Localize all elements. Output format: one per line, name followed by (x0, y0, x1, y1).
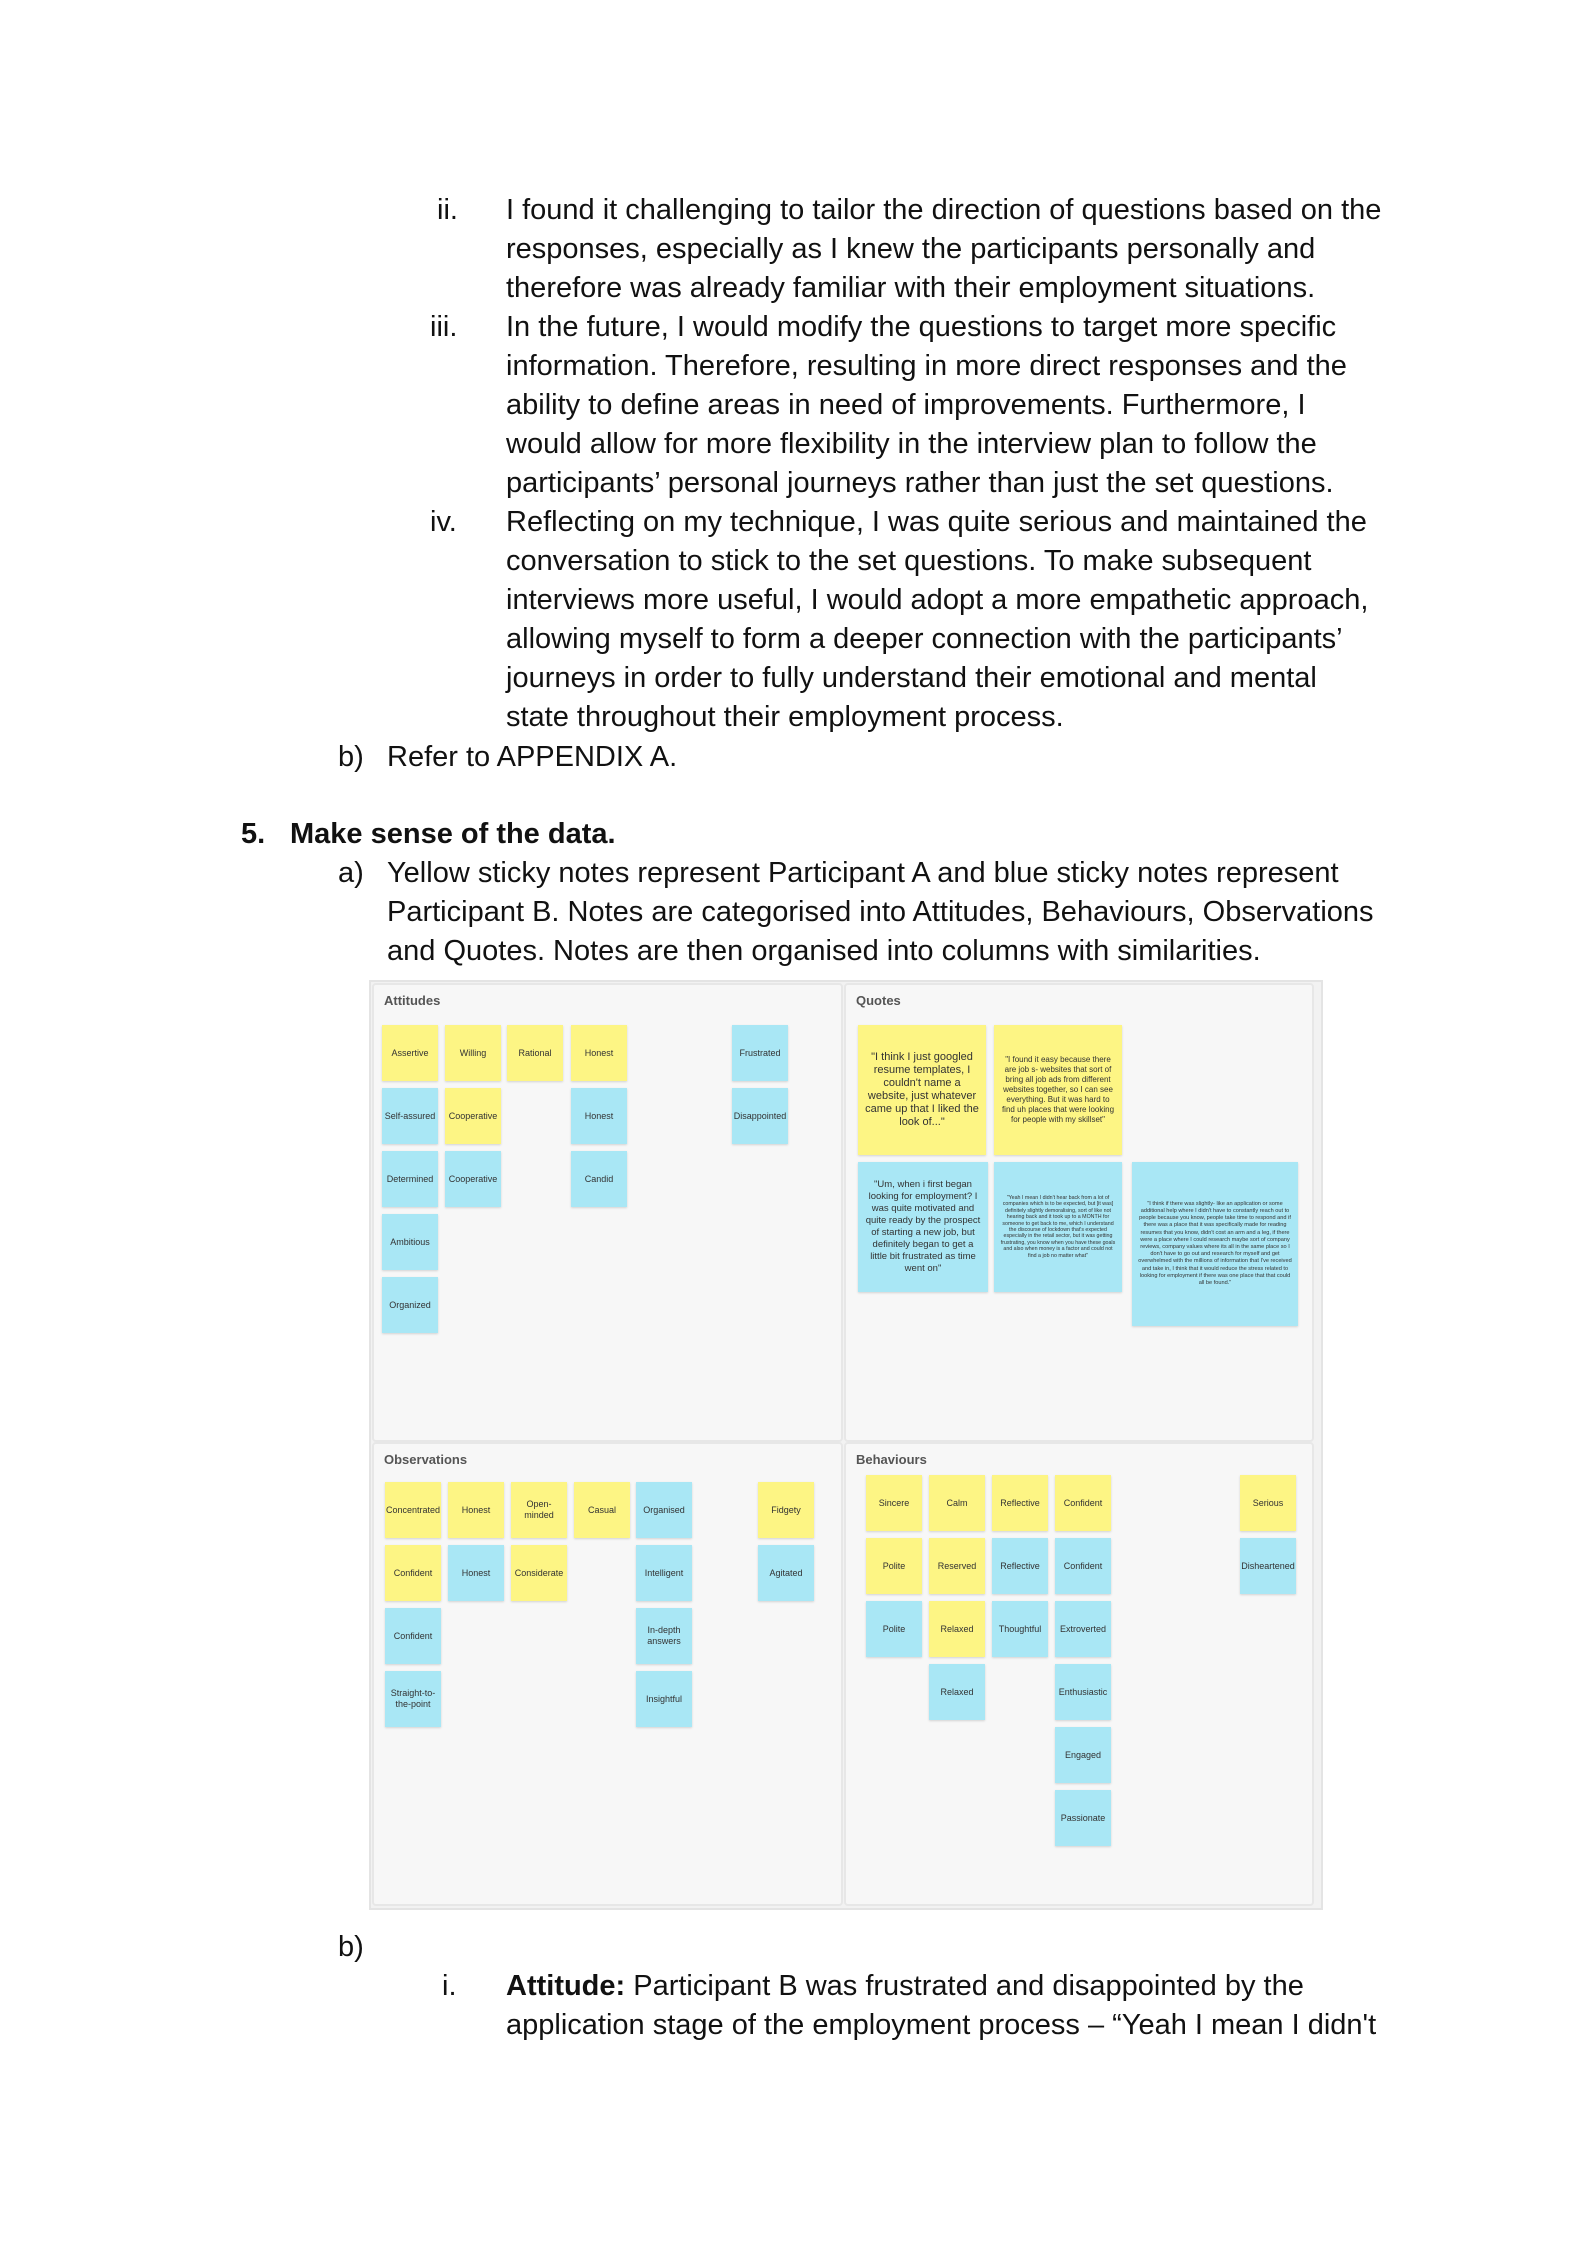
sticky-note: Rational (507, 1025, 563, 1081)
list-text-line: state throughout their employment process. (506, 701, 1064, 733)
sticky-note: Cooperative (445, 1151, 501, 1207)
list-marker: i. (442, 1970, 457, 2002)
sticky-note: Engaged (1055, 1727, 1111, 1783)
list-text-line: Yellow sticky notes represent Participant A and blue sticky notes represent (387, 857, 1339, 889)
sticky-note: Concentrated (385, 1482, 441, 1538)
affinity-board (369, 980, 1323, 1910)
sticky-note: Frustrated (732, 1025, 788, 1081)
sticky-note: Agitated (758, 1545, 814, 1601)
sticky-note: Polite (866, 1601, 922, 1657)
sticky-note: Assertive (382, 1025, 438, 1081)
sticky-note: Thoughtful (992, 1601, 1048, 1657)
list-text-line: would allow for more flexibility in the interview plan to follow the (506, 428, 1317, 460)
sticky-note: Organized (382, 1277, 438, 1333)
sticky-note: Reflective (992, 1475, 1048, 1531)
attitudes-panel (372, 983, 843, 1442)
list-marker: a) (338, 857, 364, 889)
list-text-line: In the future, I would modify the questions to target more specific (506, 311, 1337, 343)
sticky-note: Disheartened (1240, 1538, 1296, 1594)
list-text-line: conversation to stick to the set questions. To make subsequent (506, 545, 1312, 577)
sticky-note: Serious (1240, 1475, 1296, 1531)
attitude-label: Attitude: (506, 1970, 626, 2002)
observations-panel (372, 1442, 843, 1906)
list-text-line: interviews more useful, I would adopt a more empathetic approach, (506, 584, 1369, 616)
quote-note: "I found it easy because there are job s- websites that sort of bring all job ads from different websites together, so I can see everything. But it was hard to find uh places that were looking for people with my skillset" (994, 1025, 1122, 1155)
list-text-line: and Quotes. Notes are then organised into columns with similarities. (387, 935, 1261, 967)
sticky-note: Casual (574, 1482, 630, 1538)
list-text-line: responses, especially as I knew the participants personally and (506, 233, 1316, 265)
sticky-note: Reflective (992, 1538, 1048, 1594)
sticky-note: Confident (385, 1608, 441, 1664)
sticky-note: Self-assured (382, 1088, 438, 1144)
section-number: 5. (241, 818, 266, 850)
panel-title: Quotes (856, 993, 901, 1008)
list-text-line: journeys in order to fully understand their emotional and mental (506, 662, 1317, 694)
quote-note: "I think if there was slightly- like an application or some additional help where I didn't have to constantly reach out to people because you know, people take time to respond and if there was a place that it was specifically made for reading resumes that you know, didn't cost an arm and a leg, if there were a place where I could research maybe sort of company reviews, company values where its all in the same place so I don't have to go out and research for myself and get overwhelmed with the millions of information that I've received and take in, I think that it would reduce the stress related to looking for employment if there was one place that that could all be found." (1132, 1162, 1298, 1326)
panel-title: Observations (384, 1452, 468, 1467)
sticky-note: Reserved (929, 1538, 985, 1594)
sticky-note: Confident (1055, 1475, 1111, 1531)
list-marker: b) (338, 741, 364, 773)
sticky-note: Open-minded (511, 1482, 567, 1538)
quote-note: "Um, when i first began looking for employment? I was quite motivated and quite ready by the prospect of starting a new job, but definitely began to get a little bit frustrated as time went on" (858, 1162, 988, 1292)
sticky-note: In-depth answers (636, 1608, 692, 1664)
sticky-note: Relaxed (929, 1601, 985, 1657)
sticky-note: Enthusiastic (1055, 1664, 1111, 1720)
sticky-note: Relaxed (929, 1664, 985, 1720)
list-text-line: therefore was already familiar with their employment situations. (506, 272, 1316, 304)
sticky-note: Honest (448, 1545, 504, 1601)
sticky-note: Confident (385, 1545, 441, 1601)
sticky-note: Honest (448, 1482, 504, 1538)
sticky-note: Confident (1055, 1538, 1111, 1594)
quote-note: "I think I just googled resume templates, I couldn't name a website, just whatever came up that I liked the look of..." (858, 1025, 986, 1155)
sticky-note: Polite (866, 1538, 922, 1594)
sticky-note: Insightful (636, 1671, 692, 1727)
sticky-note: Willing (445, 1025, 501, 1081)
sticky-note: Extroverted (1055, 1601, 1111, 1657)
attitude-text: Participant B was frustrated and disappointed by the (625, 1970, 1304, 2002)
list-text-line: Refer to APPENDIX A. (387, 741, 678, 773)
list-marker: ii. (437, 194, 458, 226)
section-title: Make sense of the data. (290, 818, 616, 850)
list-text-line: participants’ personal journeys rather than just the set questions. (506, 467, 1334, 499)
list-text-line (506, 1967, 1304, 2006)
sticky-note: Determined (382, 1151, 438, 1207)
panel-title: Attitudes (384, 993, 441, 1008)
list-text-line: I found it challenging to tailor the direction of questions based on the (506, 194, 1382, 226)
list-text-line: application stage of the employment process – “Yeah I mean I didn't (506, 2009, 1377, 2041)
list-marker: iv. (430, 506, 457, 538)
sticky-note: Intelligent (636, 1545, 692, 1601)
sticky-note: Honest (571, 1088, 627, 1144)
list-text-line: allowing myself to form a deeper connection with the participants’ (506, 623, 1343, 655)
sticky-note: Considerate (511, 1545, 567, 1601)
sticky-note: Ambitious (382, 1214, 438, 1270)
list-text-line: ability to define areas in need of improvements. Furthermore, I (506, 389, 1306, 421)
sticky-note: Candid (571, 1151, 627, 1207)
list-marker: iii. (430, 311, 458, 343)
list-text-line: Reflecting on my technique, I was quite serious and maintained the (506, 506, 1367, 538)
sticky-note: Sincere (866, 1475, 922, 1531)
quotes-panel (844, 983, 1314, 1442)
list-marker: b) (338, 1931, 364, 1963)
sticky-note: Honest (571, 1025, 627, 1081)
sticky-note: Cooperative (445, 1088, 501, 1144)
behaviours-panel (844, 1442, 1314, 1906)
sticky-note: Straight-to-the-point (385, 1671, 441, 1727)
sticky-note: Disappointed (732, 1088, 788, 1144)
sticky-note: Organised (636, 1482, 692, 1538)
sticky-note: Passionate (1055, 1790, 1111, 1846)
panel-title: Behaviours (856, 1452, 927, 1467)
list-text-line: Participant B. Notes are categorised into Attitudes, Behaviours, Observations (387, 896, 1374, 928)
sticky-note: Fidgety (758, 1482, 814, 1538)
list-text-line: information. Therefore, resulting in more direct responses and the (506, 350, 1347, 382)
sticky-note: Calm (929, 1475, 985, 1531)
quote-note: "Yeah I mean I didn't hear back from a lot of companies which is to be expected, but [it was] definitely slightly demoralising, sort of like not hearing back and it took up to a MONTH for someone to get back to me, which I understand the discourse of lockdown that's expected especially in the retail sector, but it was getting frustrating, you know when you have these goals and also when money is a factor and could not find a job no matter what" (994, 1162, 1122, 1292)
